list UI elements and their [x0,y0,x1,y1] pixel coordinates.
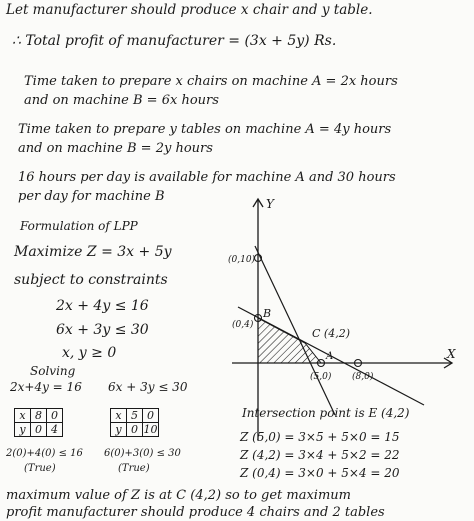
availability-line-1: 16 hours per day is available for machine A and 30 hours [18,170,396,185]
intersection-text: Intersection point is E (4,2) [242,406,410,420]
feasible-region [258,318,321,363]
table-cell: 0 [143,409,159,423]
label-0-10: (0,10) [228,255,256,265]
machine-b-line-2: and on machine B = 2y hours [18,141,213,156]
true-label-1: (True) [24,463,56,474]
lpp-objective: Maximize Z = 3x + 5y [14,244,172,260]
constraint-3: x, y ≥ 0 [62,345,117,361]
conclusion-line-2: profit manufacturer should produce 4 chairs and 2 tables [6,505,385,520]
table-cell: 0 [127,423,143,437]
constraint-1: 2x + 4y ≤ 16 [56,298,149,314]
label-5-0: (5,0) [310,372,332,382]
lpp-subject: subject to constraints [14,272,168,288]
availability-line-2: per day for machine B [18,189,165,204]
intro-line-2: ∴ Total profit of manufacturer = (3x + 5y) Rs. [12,33,337,49]
machine-b-line-1: Time taken to prepare y tables on machine A = 4y hours [18,122,392,137]
solving-eq-2: 6x + 3y ≤ 30 [108,380,188,394]
check-2: 6(0)+3(0) ≤ 30 [104,448,181,459]
label-c: C (4,2) [312,327,350,340]
conclusion-line-1: maximum value of Z is at C (4,2) so to get maximum [6,488,351,503]
label-8-0: (8,0) [352,372,374,382]
z-value-1: Z (5,0) = 3×5 + 5×0 = 15 [240,430,400,444]
table-cell: 4 [47,423,63,437]
constraint-2: 6x + 3y ≤ 30 [56,322,149,338]
intro-line-1: Let manufacturer should produce x chair and y table. [6,2,373,18]
solving-eq-1: 2x+4y = 16 [10,380,82,394]
table-cell: 10 [143,423,158,436]
check-1: 2(0)+4(0) ≤ 16 [6,448,83,459]
table-cell: y [111,423,127,437]
y-axis-label: Y [266,197,274,211]
solving-label: Solving [30,364,76,378]
lpp-heading: Formulation of LPP [20,219,138,233]
table-cell: x [111,409,127,423]
table-cell: y [15,423,31,437]
table-cell: 0 [47,409,63,423]
label-a: A [326,351,334,362]
table-cell: 0 [31,423,47,437]
z-value-2: Z (4,2) = 3×4 + 5×2 = 22 [240,448,400,462]
z-value-3: Z (0,4) = 3×0 + 5×4 = 20 [240,466,400,480]
true-label-2: (True) [118,463,150,474]
label-b: B [263,307,272,320]
machine-a-line-1: Time taken to prepare x chairs on machine A = 2x hours [24,74,398,89]
table-cell: 5 [127,409,143,423]
machine-a-line-2: and on machine B = 6x hours [24,93,219,108]
x-axis-label: X [447,347,456,361]
table-cell: 8 [31,409,47,423]
table-cell: x [15,409,31,423]
label-0-4: (0,4) [232,320,254,330]
